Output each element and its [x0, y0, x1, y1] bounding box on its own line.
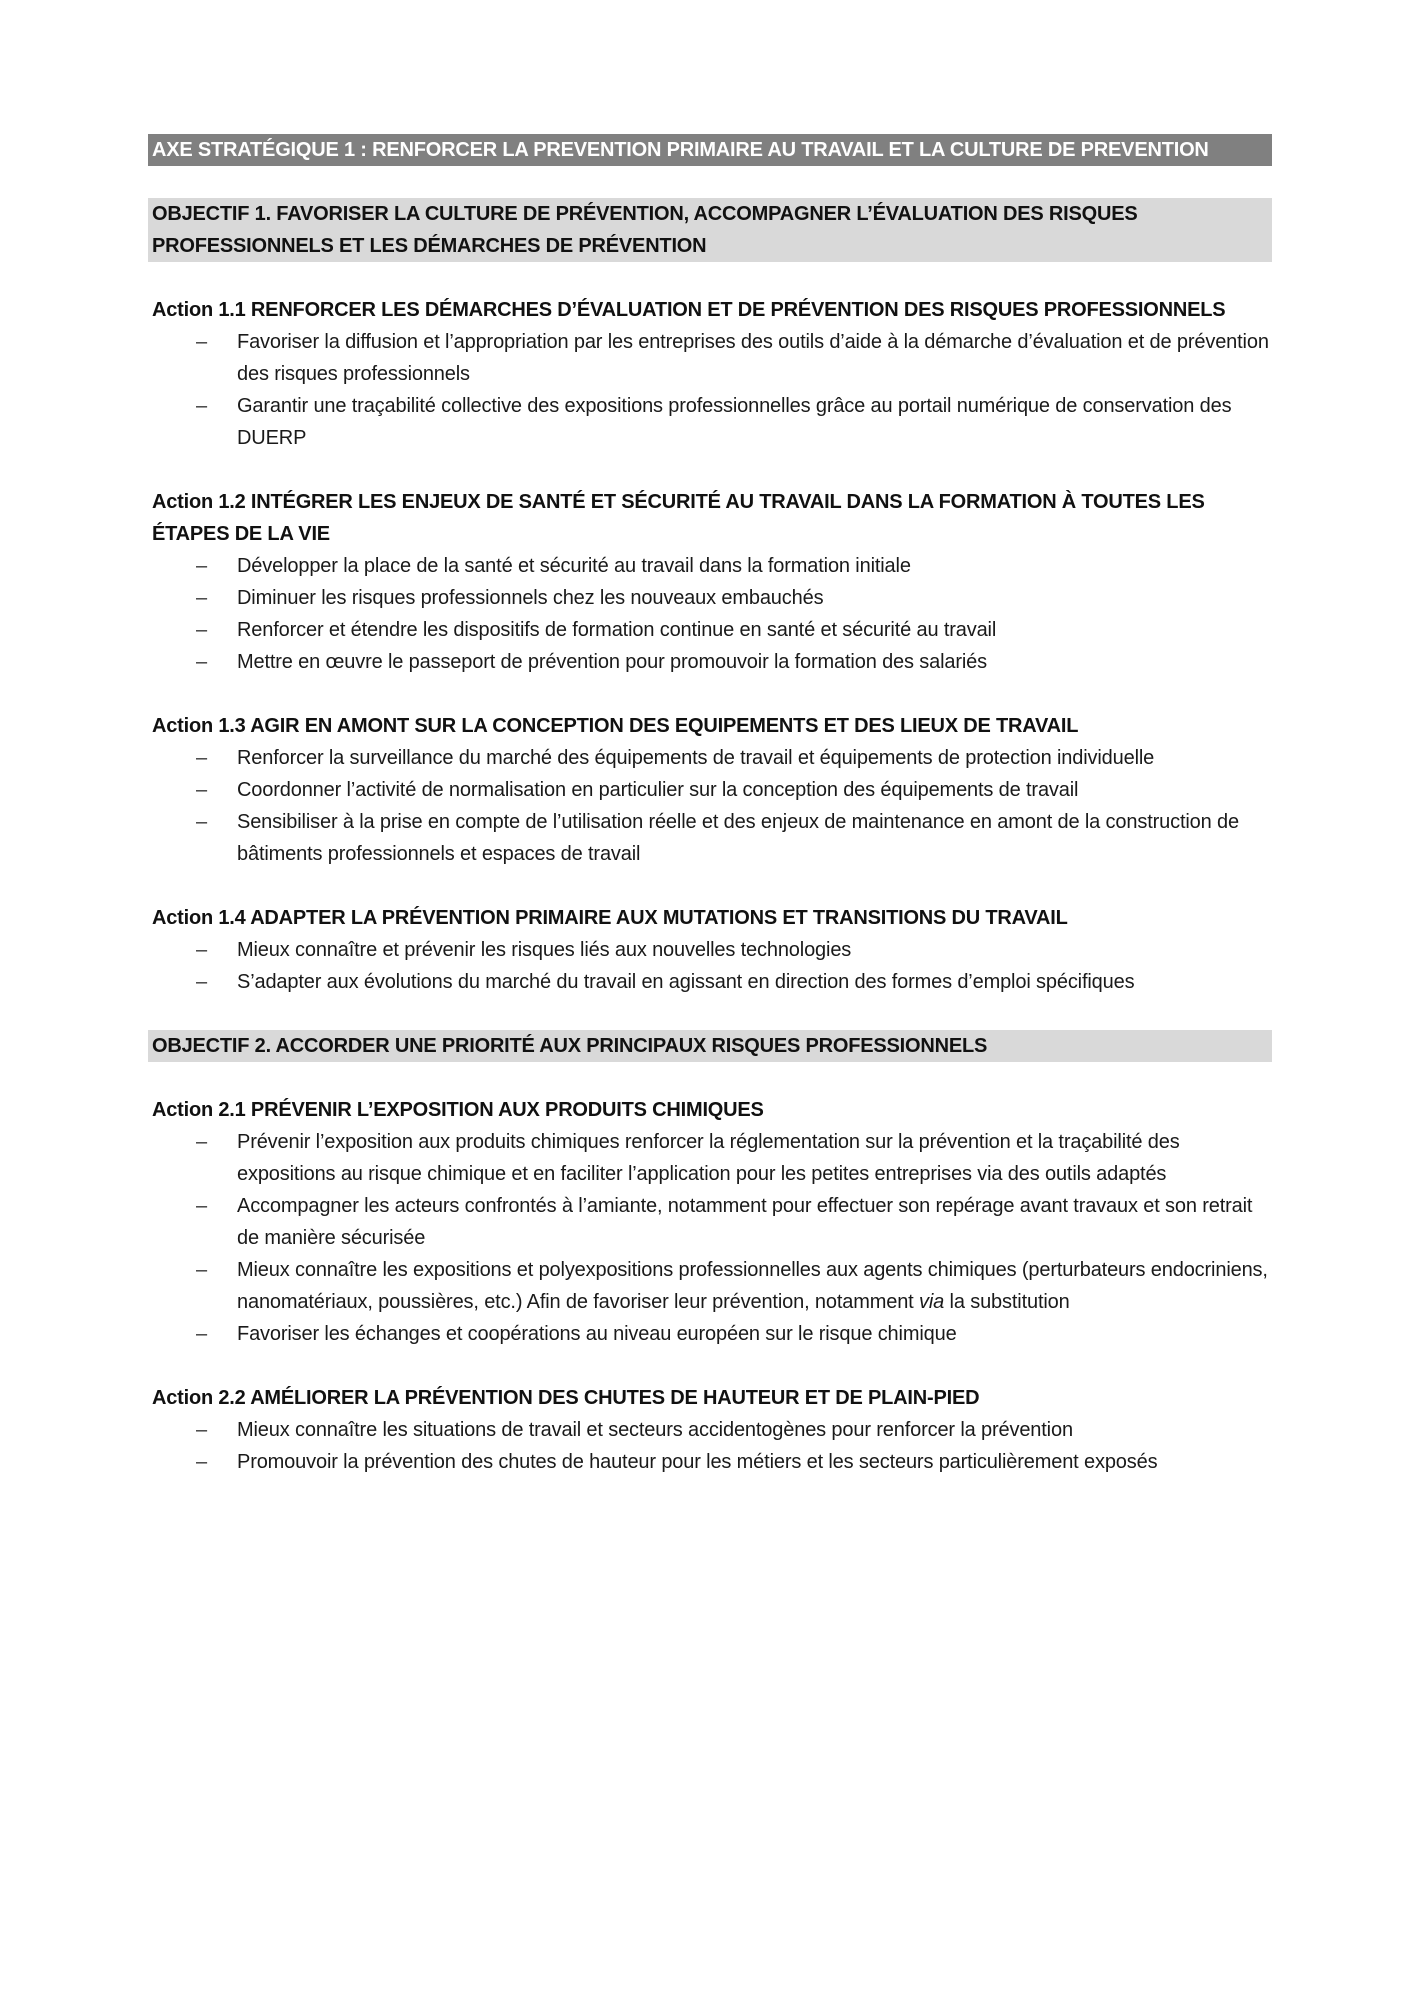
list-item-text: Mieux connaître les expositions et polyexpositions professionnelles aux agents chimiques (perturbateurs endocriniens, nanomatériaux, poussières, etc.) Afin de favoriser leur prévention, notamment — [237, 1259, 1268, 1313]
action-section — [148, 902, 1272, 998]
list-item-text: Sensibiliser à la prise en compte de l’utilisation réelle et des enjeux de maintenance en amont de la construction de bâtiments professionnels et espaces de travail — [237, 811, 1239, 865]
action-bullet-list — [148, 326, 1272, 454]
action-section — [148, 710, 1272, 870]
dash-bullet-icon: – — [196, 747, 207, 769]
list-item-text: Développer la place de la santé et sécurité au travail dans la formation initiale — [237, 555, 911, 577]
dash-bullet-icon: – — [196, 939, 207, 961]
list-item-text: S’adapter aux évolutions du marché du travail en agissant en direction des formes d’emploi spécifiques — [237, 971, 1135, 993]
action-title: Action 1.2 INTÉGRER LES ENJEUX DE SANTÉ ET SÉCURITÉ AU TRAVAIL DANS LA FORMATION À TOUTES LES ÉTAPES DE LA VIE — [152, 491, 1205, 545]
dash-bullet-icon: – — [196, 619, 207, 641]
list-item-text: Renforcer et étendre les dispositifs de formation continue en santé et sécurité au travail — [237, 619, 997, 641]
action-bullet-list — [148, 550, 1272, 678]
list-item-text: Mieux connaître les situations de travail et secteurs accidentogènes pour renforcer la prévention — [237, 1419, 1073, 1441]
action-bullet-list — [148, 934, 1272, 998]
list-item — [148, 1254, 1272, 1318]
list-item-italic-text: via — [919, 1291, 945, 1313]
dash-bullet-icon: – — [196, 651, 207, 673]
dash-bullet-icon: – — [196, 1419, 207, 1441]
action-title: Action 1.3 AGIR EN AMONT SUR LA CONCEPTION DES EQUIPEMENTS ET DES LIEUX DE TRAVAIL — [152, 715, 1079, 737]
list-item — [148, 1126, 1272, 1190]
dash-bullet-icon: – — [196, 395, 207, 417]
dash-bullet-icon: – — [196, 1195, 207, 1217]
list-item-text: Coordonner l’activité de normalisation en particulier sur la conception des équipements de travail — [237, 779, 1079, 801]
list-item-text: Garantir une traçabilité collective des expositions professionnelles grâce au portail numérique de conservation des DUERP — [237, 395, 1232, 449]
action-title: Action 2.2 AMÉLIORER LA PRÉVENTION DES CHUTES DE HAUTEUR ET DE PLAIN-PIED — [152, 1387, 980, 1409]
list-item-text: Promouvoir la prévention des chutes de hauteur pour les métiers et les secteurs particulièrement exposés — [237, 1451, 1158, 1473]
list-item — [148, 326, 1272, 390]
list-item-text: Favoriser les échanges et coopérations au niveau européen sur le risque chimique — [237, 1323, 957, 1345]
action-bullet-list — [148, 742, 1272, 870]
list-item — [148, 646, 1272, 678]
list-item-text: Favoriser la diffusion et l’appropriation par les entreprises des outils d’aide à la démarche d’évaluation et de prévention des risques professionnels — [237, 331, 1269, 385]
document-page — [148, 134, 1272, 1478]
dash-bullet-icon: – — [196, 587, 207, 609]
dash-bullet-icon: – — [196, 1323, 207, 1345]
dash-bullet-icon: – — [196, 1451, 207, 1473]
action-title: Action 1.1 RENFORCER LES DÉMARCHES D’ÉVALUATION ET DE PRÉVENTION DES RISQUES PROFESSIONNELS — [152, 299, 1226, 321]
axe-strategique-heading: AXE STRATÉGIQUE 1 : RENFORCER LA PREVENTION PRIMAIRE AU TRAVAIL ET LA CULTURE DE PREVENTION — [148, 134, 1272, 166]
dash-bullet-icon: – — [196, 971, 207, 993]
action-section — [148, 1382, 1272, 1478]
action-title: Action 2.1 PRÉVENIR L’EXPOSITION AUX PRODUITS CHIMIQUES — [152, 1099, 764, 1121]
list-item — [148, 742, 1272, 774]
action-section — [148, 294, 1272, 454]
list-item — [148, 614, 1272, 646]
list-item-text: Diminuer les risques professionnels chez les nouveaux embauchés — [237, 587, 824, 609]
list-item — [148, 1446, 1272, 1478]
dash-bullet-icon: – — [196, 331, 207, 353]
list-item-text: Mieux connaître et prévenir les risques liés aux nouvelles technologies — [237, 939, 852, 961]
dash-bullet-icon: – — [196, 555, 207, 577]
action-title: Action 1.4 ADAPTER LA PRÉVENTION PRIMAIRE AUX MUTATIONS ET TRANSITIONS DU TRAVAIL — [152, 907, 1068, 929]
list-item-text: Renforcer la surveillance du marché des équipements de travail et équipements de protection individuelle — [237, 747, 1155, 769]
objectif-heading: OBJECTIF 1. FAVORISER LA CULTURE DE PRÉVENTION, ACCOMPAGNER L’ÉVALUATION DES RISQUES PROFESSIONNELS ET LES DÉMARCHES DE PRÉVENTION — [148, 198, 1272, 262]
dash-bullet-icon: – — [196, 779, 207, 801]
list-item — [148, 390, 1272, 454]
action-section — [148, 1094, 1272, 1350]
list-item-text-tail: la substitution — [944, 1291, 1070, 1313]
list-item — [148, 806, 1272, 870]
action-bullet-list — [148, 1414, 1272, 1478]
list-item-text: Accompagner les acteurs confrontés à l’amiante, notamment pour effectuer son repérage avant travaux et son retrait de manière sécurisée — [237, 1195, 1253, 1249]
objectif-heading: OBJECTIF 2. ACCORDER UNE PRIORITÉ AUX PRINCIPAUX RISQUES PROFESSIONNELS — [148, 1030, 1272, 1062]
list-item — [148, 582, 1272, 614]
list-item — [148, 550, 1272, 582]
list-item — [148, 934, 1272, 966]
action-bullet-list — [148, 1126, 1272, 1350]
list-item-text: Mettre en œuvre le passeport de prévention pour promouvoir la formation des salariés — [237, 651, 987, 673]
list-item — [148, 1318, 1272, 1350]
action-section — [148, 486, 1272, 678]
list-item-text: Prévenir l’exposition aux produits chimiques renforcer la réglementation sur la prévention et la traçabilité des expositions au risque chimique et en faciliter l’application pour les petites entreprises via des outils adaptés — [237, 1131, 1180, 1185]
list-item — [148, 774, 1272, 806]
list-item — [148, 1190, 1272, 1254]
dash-bullet-icon: – — [196, 1131, 207, 1153]
dash-bullet-icon: – — [196, 1259, 207, 1281]
list-item — [148, 966, 1272, 998]
list-item — [148, 1414, 1272, 1446]
dash-bullet-icon: – — [196, 811, 207, 833]
